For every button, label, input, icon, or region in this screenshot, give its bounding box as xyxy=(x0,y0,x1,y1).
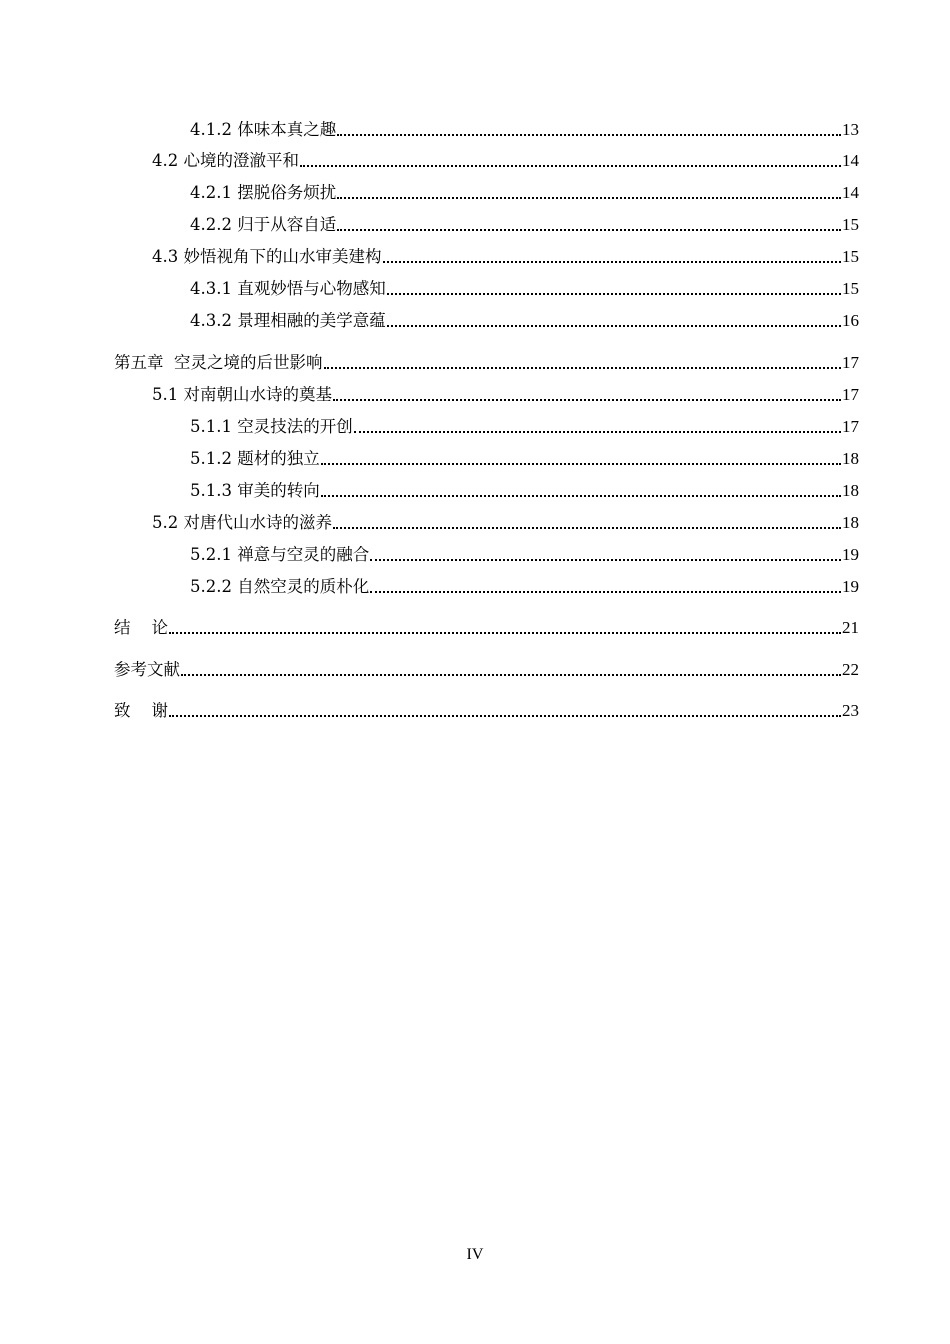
toc-entry-page: 14 xyxy=(842,183,859,202)
dot-leader xyxy=(300,165,841,167)
toc-entry-title: 4.3.2 景理相融的美学意蕴 xyxy=(190,311,386,330)
dot-leader xyxy=(387,293,841,295)
toc-entry-5-1[interactable] xyxy=(152,384,859,406)
toc-entry-title: 结 论 xyxy=(114,618,168,637)
toc-entry-4-2-2[interactable] xyxy=(190,214,859,236)
toc-entry-4-1-2[interactable] xyxy=(190,119,859,141)
dot-leader xyxy=(321,495,841,497)
toc-entry-page: 14 xyxy=(842,151,859,170)
toc-entry-page: 16 xyxy=(842,311,859,330)
dot-leader xyxy=(337,229,841,231)
toc-entry-title: 4.3 妙悟视角下的山水审美建构 xyxy=(152,247,382,266)
toc-entry-page: 19 xyxy=(842,577,859,596)
toc-entry-page: 17 xyxy=(842,385,859,404)
toc-entry-title: 4.2.2 归于从容自适 xyxy=(190,215,337,234)
toc-entry-title: 4.1.2 体味本真之趣 xyxy=(190,120,337,139)
toc-entry-5-2[interactable] xyxy=(152,512,859,534)
toc-entry-title: 4.2 心境的澄澈平和 xyxy=(152,151,299,170)
dot-leader xyxy=(333,399,841,401)
dot-leader xyxy=(337,197,841,199)
dot-leader xyxy=(181,674,841,676)
toc-entry-4-3-2[interactable] xyxy=(190,310,859,332)
toc-entry-4-3[interactable] xyxy=(152,246,859,268)
dot-leader xyxy=(333,527,841,529)
toc-entry-conclusion[interactable] xyxy=(114,617,859,639)
toc-entry-page: 18 xyxy=(842,513,859,532)
dot-leader xyxy=(324,367,842,369)
toc-entry-5-1-1[interactable] xyxy=(190,416,859,438)
toc-entry-4-3-1[interactable] xyxy=(190,278,859,300)
toc-entry-title: 4.3.1 直观妙悟与心物感知 xyxy=(190,279,386,298)
toc-entry-references[interactable] xyxy=(114,659,859,681)
dot-leader xyxy=(169,715,841,717)
toc-entry-title: 5.1.3 审美的转向 xyxy=(190,481,320,500)
toc-entry-page: 21 xyxy=(842,618,859,637)
toc-entry-page: 23 xyxy=(842,701,859,720)
dot-leader xyxy=(354,431,841,433)
toc-entry-title: 5.1.2 题材的独立 xyxy=(190,449,320,468)
toc-entry-title: 5.2.2 自然空灵的质朴化 xyxy=(190,577,370,596)
toc-entry-page: 17 xyxy=(842,353,859,372)
toc-entry-5-1-3[interactable] xyxy=(190,480,859,502)
toc-entry-4-2-1[interactable] xyxy=(190,182,859,204)
toc-entry-title: 5.2 对唐代山水诗的滋养 xyxy=(152,513,332,532)
toc-entry-title: 5.1.1 空灵技法的开创 xyxy=(190,417,353,436)
toc-entry-page: 15 xyxy=(842,215,859,234)
dot-leader xyxy=(370,559,841,561)
dot-leader xyxy=(321,463,841,465)
toc-entry-page: 15 xyxy=(842,279,859,298)
toc-entry-page: 18 xyxy=(842,481,859,500)
toc-entry-title: 4.2.1 摆脱俗务烦扰 xyxy=(190,183,337,202)
toc-entry-page: 15 xyxy=(842,247,859,266)
toc-entry-page: 18 xyxy=(842,449,859,468)
dot-leader xyxy=(383,261,842,263)
toc-entry-page: 19 xyxy=(842,545,859,564)
toc-entry-title: 5.1 对南朝山水诗的奠基 xyxy=(152,385,332,404)
toc-entry-4-2[interactable] xyxy=(152,150,859,172)
toc-entry-5-1-2[interactable] xyxy=(190,448,859,470)
toc-entry-page: 13 xyxy=(842,120,859,139)
toc-entry-5-2-1[interactable] xyxy=(190,544,859,566)
toc-entry-title: 第五章 空灵之境的后世影响 xyxy=(114,353,323,372)
toc-entry-page: 22 xyxy=(842,660,859,679)
toc-entry-title: 参考文献 xyxy=(114,660,180,679)
dot-leader xyxy=(337,134,841,136)
toc-entry-acknowledgements[interactable] xyxy=(114,700,859,722)
dot-leader xyxy=(370,591,841,593)
page-number: IV xyxy=(466,1246,484,1263)
dot-leader xyxy=(387,325,841,327)
toc-entry-page: 17 xyxy=(842,417,859,436)
toc-entry-5-2-2[interactable] xyxy=(190,576,859,598)
dot-leader xyxy=(169,632,841,634)
toc-entry-chapter-5[interactable] xyxy=(114,352,859,374)
toc-entry-title: 致 谢 xyxy=(114,701,168,720)
toc-entry-title: 5.2.1 禅意与空灵的融合 xyxy=(190,545,370,564)
